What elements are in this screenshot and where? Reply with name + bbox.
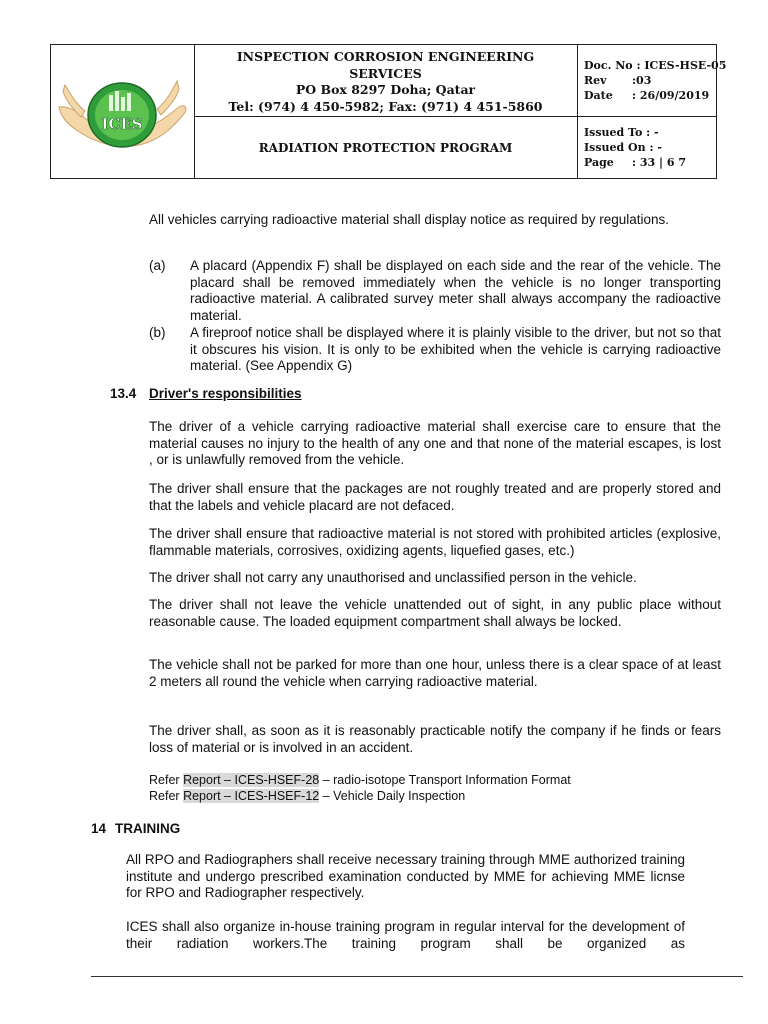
section-14-title: TRAINING xyxy=(115,821,181,836)
footer-rule xyxy=(91,976,743,977)
date-row xyxy=(584,89,709,102)
doc-no-value: ICES-HSE-05 xyxy=(644,59,727,72)
program-title-cell xyxy=(194,117,578,178)
logo-cell xyxy=(51,45,195,178)
company-logo xyxy=(51,45,192,178)
refer-line-1 xyxy=(149,772,729,788)
issued-on-value: - xyxy=(657,141,662,154)
issued-on-row xyxy=(584,141,662,154)
company-name-line1: INSPECTION CORROSION ENGINEERING xyxy=(236,49,535,64)
refer-line-2 xyxy=(149,788,729,804)
item-b-label: (b) xyxy=(149,325,166,340)
item-a-label: (a) xyxy=(149,258,166,273)
training-para-2: ICES shall also organize in-house training program in regular interval for the development of their radiation workers.The training program shall be organized as xyxy=(126,919,685,951)
doc-info-cell xyxy=(578,45,727,117)
page-label: Page xyxy=(584,156,614,169)
issued-to-label: Issued To : xyxy=(584,126,651,139)
driver-para-4: The driver shall not carry any unauthorised and unclassified person in the vehicle. xyxy=(149,570,637,585)
driver-para-3: The driver shall ensure that radioactive material is not stored with prohibited articles (explosive, flammable materials, corrosives, oxidizing agents, liquefied gases, etc.) xyxy=(149,526,721,558)
driver-para-6: The vehicle shall not be parked for more than one hour, unless there is a clear space of at least 2 meters all round the vehicle when carrying radioactive material. xyxy=(149,657,721,689)
doc-no-label: Doc. No : xyxy=(584,59,641,72)
refer-2-prefix: Refer xyxy=(149,789,180,803)
page-row xyxy=(584,156,686,169)
driver-para-7: The driver shall, as soon as it is reasonably practicable notify the company if he finds or fears loss of material or is involved in an accident. xyxy=(149,723,721,755)
driver-para-1: The driver of a vehicle carrying radioactive material shall exercise care to ensure that the material causes no injury to the health of any one and that none of the material escapes, is lost , or is unlawfully removed from the vehicle. xyxy=(149,419,721,467)
item-b-text: A fireproof notice shall be displayed where it is plainly visible to the driver, but not so that it obscures his vision. It is only to be exhibited when the vehicle is carrying radioactive material. (See Appendix G) xyxy=(190,325,721,373)
refer-2-link[interactable]: Report – ICES-HSEF-12 xyxy=(183,789,320,803)
refer-1-link[interactable]: Report – ICES-HSEF-28 xyxy=(183,773,320,787)
training-para-1: All RPO and Radiographers shall receive necessary training through MME authorized training institute and undergo prescribed examination conducted by MME for achieving MME licnse for RPO and Radiographer respectively. xyxy=(126,852,685,900)
driver-para-2: The driver shall ensure that the packages are not roughly treated and are properly stored and that the labels and vehicle placard are not defaced. xyxy=(149,481,721,513)
page-value: : 33 | 6 7 xyxy=(632,156,686,169)
company-name-line2: SERVICES xyxy=(349,65,422,81)
refer-2-suffix: – Vehicle Daily Inspection xyxy=(322,789,466,803)
program-title: RADIATION PROTECTION PROGRAM xyxy=(258,140,513,155)
issued-on-label: Issued On : xyxy=(584,141,654,154)
item-a-text: A placard (Appendix F) shall be displayed on each side and the rear of the vehicle. The placard shall be removed immediately when the vehicle is no longer transporting radioactive material. A calibrated survey meter shall always accompany the radioactive material. xyxy=(190,258,721,323)
company-info-cell xyxy=(194,45,578,117)
rev-label: Rev xyxy=(584,74,607,87)
rev-value: :03 xyxy=(632,74,652,87)
refer-1-prefix: Refer xyxy=(149,773,180,787)
issue-info-cell xyxy=(578,117,716,178)
doc-no-row xyxy=(584,59,726,72)
logo-text: ICES xyxy=(101,115,143,133)
section-13-4-number: 13.4 xyxy=(110,386,137,401)
section-14-number: 14 xyxy=(91,821,107,836)
date-value: : 26/09/2019 xyxy=(632,89,710,102)
issued-to-value: - xyxy=(654,126,659,139)
section-13-4-title: Driver's responsibilities xyxy=(149,386,302,401)
intro-paragraph: All vehicles carrying radioactive material shall display notice as required by regulations. xyxy=(149,212,670,227)
refer-1-suffix: – radio-isotope Transport Information Format xyxy=(322,773,571,787)
document-header xyxy=(50,44,727,179)
rev-row xyxy=(584,74,651,87)
driver-para-5: The driver shall not leave the vehicle unattended out of sight, in any public place without reasonable cause. The loaded equipment compartment shall always be locked. xyxy=(149,597,721,629)
company-phone: Tel: (974) 4 450-5982; Fax: (971) 4 451-5860 xyxy=(228,98,543,114)
company-address: PO Box 8297 Doha; Qatar xyxy=(295,82,476,97)
issued-to-row xyxy=(584,126,659,139)
date-label: Date xyxy=(584,89,613,102)
